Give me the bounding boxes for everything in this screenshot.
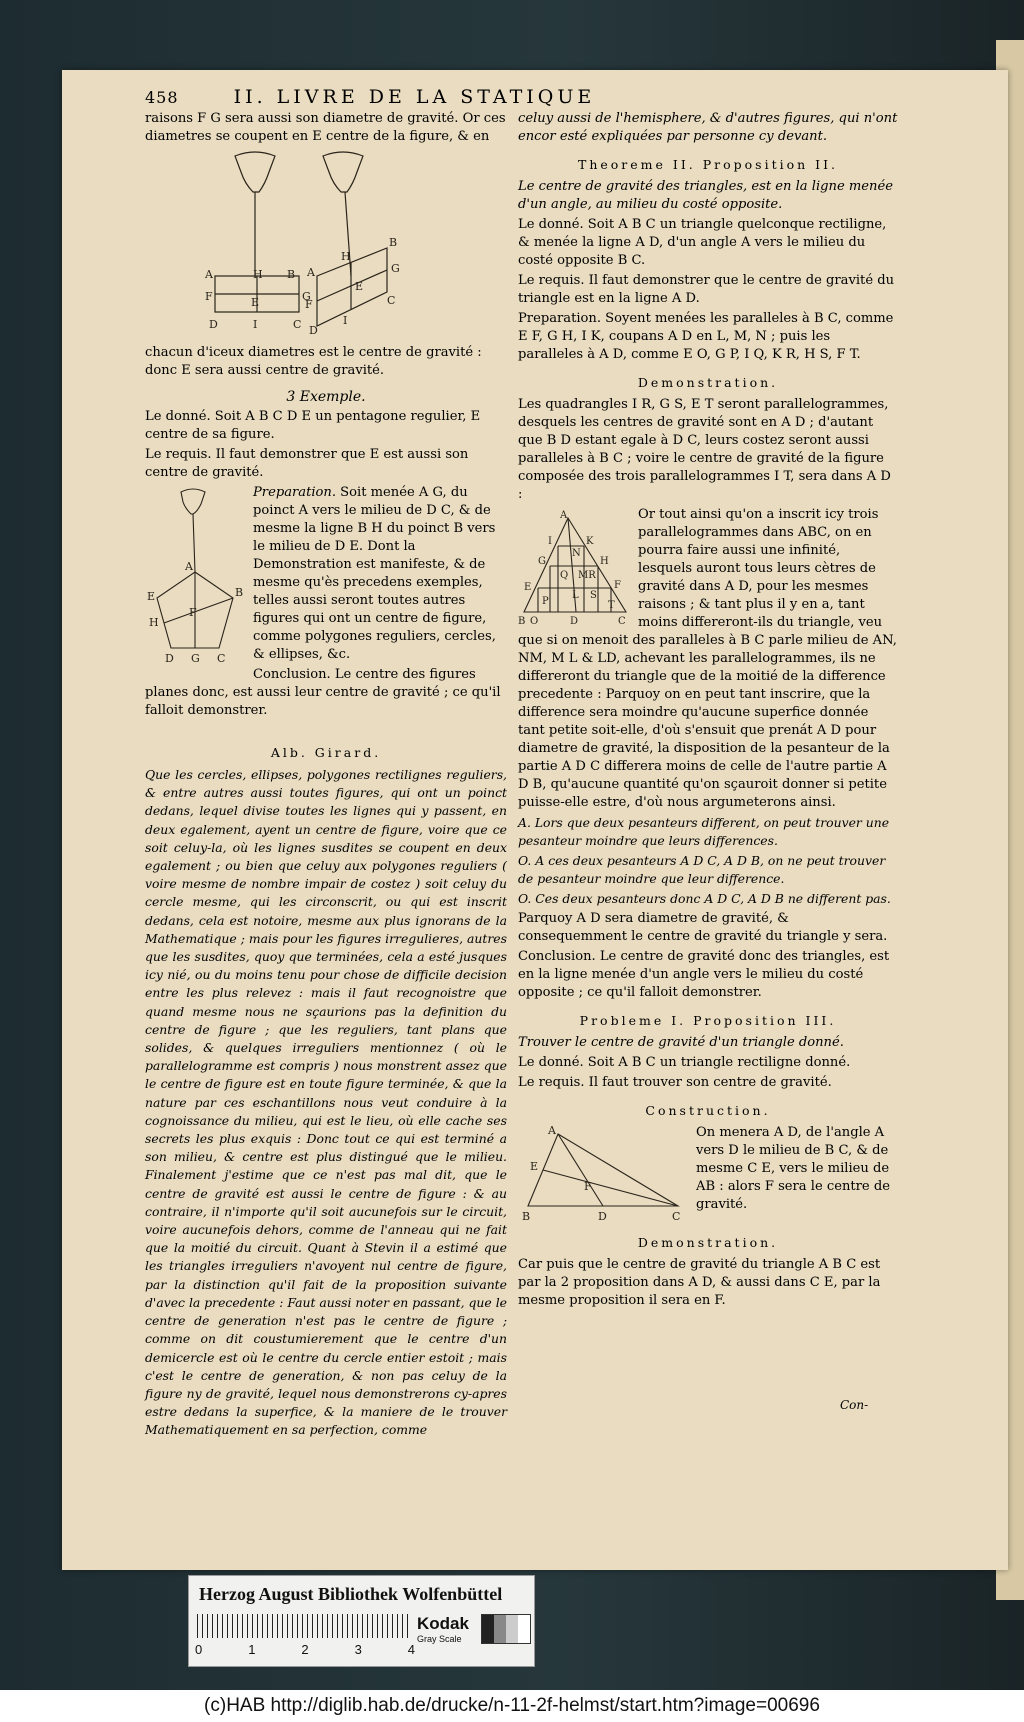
ruler-number: 1 <box>248 1642 256 1657</box>
right-paragraph-0: celuy aussi de l'hemisphere, & d'autres figures, qui n'ont encor esté expliquées par personne cy devant. <box>518 111 898 144</box>
pentagon-label: H <box>149 616 159 629</box>
given-statement: Le donné. Soit A B C un triangle quelconque rectiligne, & menée la ligne A D, d'un angle A vers le milieu du costé opposite B C. <box>518 217 887 268</box>
triangle-label: C <box>618 616 626 627</box>
fig1-label: G <box>302 290 311 303</box>
fig2-label: E <box>355 280 364 293</box>
hanging-parallelograms-figure <box>145 148 507 344</box>
argument-a: A. Lors que deux pesanteurs different, on peut trouver une pesanteur moindre que leurs differences. <box>518 815 890 848</box>
triangle-label: Q <box>560 570 569 581</box>
conclusion-text: Conclusion. Le centre des figures planes donc, est aussi leur centre de gravité ; ce qu'il falloit demonstrer. <box>145 667 501 718</box>
construction-title: Construction. <box>645 1103 771 1118</box>
fig2-label: G <box>391 262 400 275</box>
running-title: II. LIVRE DE LA STATIQUE <box>233 86 596 108</box>
fig2-label: I <box>343 314 348 327</box>
library-name: Herzog August Bibliothek Wolfenbüttel <box>199 1584 503 1604</box>
triangle-label: A <box>560 510 568 521</box>
pentagon-figure <box>145 486 245 674</box>
pentagon-label: D <box>165 652 174 665</box>
preparation-text: Preparation. Soyent menées les paralleles à B C, comme E F, G H, I K, coupans A D en L, M, N ; puis les paralleles à A D, comme E O, G P, I Q, K R, H S, F T. <box>518 311 894 362</box>
required-statement: Le requis. Il faut demonstrer que le centre de gravité du triangle est en la ligne A D. <box>518 273 895 306</box>
triangle-label: G <box>538 556 546 567</box>
fig2-label: F <box>305 298 313 311</box>
gray-patches <box>481 1614 531 1644</box>
triangle-label: E <box>524 582 532 593</box>
inscribed-parallelograms-figure <box>518 508 630 628</box>
triangle-label: B <box>522 1210 531 1222</box>
source-url-footer: (c)HAB http://diglib.hab.de/drucke/n-11-2f-helmst/start.htm?image=00696 <box>0 1690 1024 1722</box>
hand-icon <box>323 152 363 192</box>
pentagon-label: G <box>191 652 200 665</box>
pentagon-label: A <box>185 560 193 573</box>
fig1-label: C <box>293 318 302 331</box>
triangle-label: H <box>600 556 609 567</box>
fig1-label: F <box>205 290 213 303</box>
ruler-number: 2 <box>301 1642 309 1657</box>
running-header <box>145 86 595 108</box>
hand-icon <box>181 489 205 514</box>
triangle-label: E <box>530 1160 539 1173</box>
catchword: Con- <box>840 1398 869 1412</box>
triangle-label: N <box>572 548 581 559</box>
fig1-label: A <box>205 268 213 281</box>
triangle-label: O <box>530 616 539 627</box>
triangle-label: C <box>672 1210 681 1222</box>
alb-girard-title: Alb. Girard. <box>270 745 382 760</box>
triangle-label: B <box>518 616 526 627</box>
demonstration-text-1: Les quadrangles I R, G S, E T seront parallelogrammes, desquels les centres de gravité sont en A D ; d'autant que B D estant egale à D C, leurs costez seront aussi paralleles à B C ; voire le centre de gravité de la figure composée des trois parallelogrammes I T, sera dans A D : <box>518 397 891 502</box>
alb-girard-commentary: Que les cercles, ellipses, polygones rectilignes reguliers, & entre autres aussi toutes figures, qui ont un poinct dedans, lequel divise toutes les lignes qui y passent, en deux egalement, ayent un centre de figure, voire que ce soit celuy-la, où les lignes susdites se coupent en deux egalement ; ou bien que celuy aux polygones reguliers ( voire mesme de nombre impair de costez ) soit celuy du cercle mesme, qui les circonscrit, ou qui est inscrit dedans, cela est notoire, mesme aux plus ignorans de la Mathematique ; mais pour les figures irregulieres, autres que les susdites, quoy que terminées, cela a esté jusques icy nié, ou du moins tenu pour chose de difficile decision entre les plus relevez : mais il faut recognoistre que quand mesme nous ne sçaurions pas la definition du centre de figure ; que les reguliers, tant plans que solides, & quelques irreguliers mentionnez ( où le parallelogramme est compris ) nous monstrent assez que le centre de figure est en toute figure terminée, & que la nature par ces eschantillons nous veut conduire à la cognoissance du milieu, qui est le lieu, où elle cache ses secrets les plus exquis : Donc tout ce qui est terminé a son milieu, & centre est plus distingué que le milieu. Finalement j'estime que ce n'est pas mal dit, que le centre de gravité est aussi le centre de figure : & au contraire, il n'importe qu'il soit aucunefois sur le circuit, voire aucunefois dehors, comme de l'anneau qui ne fait que la moitié du circuit. Quant à Stevin il a estimé que les triangles irreguliers n'avoyent nul centre de figure, par la distinction qu'il fait de la proposition suivante d'avec la precedente : Faut aussi noter en passant, que le centre de generation n'est pas le centre de figure ; comme on dit coustumierement que le centre d'un demicercle est où le centre du cercle entier estoit ; mais c'est le centre de generation, & non pas celuy de la figure ny de gravité, lequel nous demonstrerons cy-apres estre dedans la superfice, & la maniere de le trouver Mathematiquement en sa perfection, comme <box>145 767 507 1438</box>
triangle-label: K <box>586 536 594 547</box>
problem-1-title: Probleme I. Proposition III. <box>579 1013 837 1028</box>
pentagon-label: F <box>189 606 197 619</box>
scan-color-target <box>188 1575 535 1667</box>
demonstration-title: Demonstration. <box>637 375 779 390</box>
construction-text: On menera A D, de l'angle A vers D le milieu de B C, & de mesme C E, vers le milieu de AB : alors F sera le centre de gravité. <box>696 1125 890 1212</box>
left-column <box>145 110 507 1442</box>
pentagon-block <box>145 484 507 722</box>
demonstration-text-3: Car puis que le centre de gravité du triangle A B C est par la 2 proposition dans A D, & aussi dans C E, par la mesme proposition il sera en F. <box>518 1257 881 1308</box>
theorem-2-title: Theoreme II. Proposition II. <box>577 157 838 172</box>
triangle-label: F <box>584 1180 592 1193</box>
kodak-logo <box>417 1614 469 1644</box>
construction-block <box>518 1124 898 1224</box>
fig1-label: D <box>209 318 218 331</box>
preparation-text: Soit menée A G, du poinct A vers le milieu de D C, & de mesme la ligne B H du poinct B vers le milieu de D E. Dont la Demonstration est manifeste, & de mesme qu'ès precedens exemples, telles aussi seront toutes autres figures qui ont un centre de figure, comme polygones reguliers, cercles, & ellipses, &c. <box>253 485 496 662</box>
preparation-label: Preparation. <box>253 485 336 500</box>
left-paragraph-1: raisons F G sera aussi son diametre de gravité. Or ces diametres se coupent en E centre de la figure, & en <box>145 111 506 144</box>
argument-o2: O. Ces deux pesanteurs donc A D C, A D B ne different pas. <box>518 891 891 906</box>
left-paragraph-2: chacun d'iceux diametres est le centre de gravité : donc E sera aussi centre de gravité. <box>145 345 482 378</box>
triangle-label: A <box>548 1126 556 1137</box>
demonstration-title: Demonstration. <box>637 1235 779 1250</box>
fig2-label: D <box>309 324 318 337</box>
parquoy-text: Parquoy A D sera diametre de gravité, & consequemment le centre de gravité du triangle y sera. <box>518 911 888 944</box>
triangle-label: MR <box>578 570 596 581</box>
given-statement: Le donné. Soit A B C D E un pentagone regulier, E centre de sa figure. <box>145 409 481 442</box>
triangle-label: T <box>608 600 615 611</box>
argument-o1: O. A ces deux pesanteurs A D C, A D B, on ne peut trouver de pesanteur moindre que leur difference. <box>518 853 886 886</box>
conclusion-text: Conclusion. Le centre de gravité donc des triangles, est en la ligne menée d'un angle vers le milieu du costé opposite ; ce qu'il falloit demonstrer. <box>518 949 890 1000</box>
fig1-label: I <box>253 318 258 331</box>
page-number: 458 <box>145 88 179 107</box>
fig1-label: H <box>253 268 263 281</box>
gray-scale-label: Gray Scale <box>417 1634 462 1644</box>
right-column <box>518 110 898 1312</box>
triangle-label: L <box>572 590 579 601</box>
ruler-numbers <box>195 1642 415 1657</box>
given-statement: Le donné. Soit A B C un triangle rectiligne donné. <box>518 1055 851 1070</box>
triangle-centroid-figure <box>518 1126 688 1222</box>
ruler-number: 4 <box>407 1642 415 1657</box>
hand-icon <box>235 152 275 192</box>
ruler-scale <box>197 1614 412 1638</box>
fig2-label: H <box>341 250 351 263</box>
ruler-number: 3 <box>354 1642 362 1657</box>
triangle-block <box>518 506 898 812</box>
fig2-label: A <box>307 266 315 279</box>
problem-1-statement: Trouver le centre de gravité d'un triangle donné. <box>518 1035 844 1050</box>
pentagon-label: E <box>147 590 156 603</box>
kodak-brand: Kodak <box>417 1614 469 1633</box>
triangle-label: I <box>548 536 552 547</box>
pentagon-label: B <box>235 586 244 599</box>
required-statement: Le requis. Il faut demonstrer que E est aussi son centre de gravité. <box>145 447 469 480</box>
triangle-label: F <box>614 580 621 591</box>
triangle-label: D <box>598 1210 607 1222</box>
example-3-title: 3 Exemple. <box>286 389 366 405</box>
fig2-label: B <box>389 236 398 249</box>
required-statement: Le requis. Il faut trouver son centre de gravité. <box>518 1075 832 1090</box>
theorem-2-statement: Le centre de gravité des triangles, est en la ligne menée d'un angle, au milieu du costé opposite. <box>518 179 893 212</box>
fig1-label: E <box>251 296 260 309</box>
fig1-label: B <box>287 268 296 281</box>
triangle-label: S <box>590 590 597 601</box>
pentagon-label: C <box>217 652 226 665</box>
fig2-label: C <box>387 294 396 307</box>
triangle-label: P <box>542 596 549 607</box>
demonstration-text-2: Or tout ainsi qu'on a inscrit icy trois parallelogrammes dans ABC, on en pourra faire aussi une infinité, lesquels auront tous leurs cètres de gravité dans A D, pour les mesmes raisons ; & tant plus il y en a, tant moins differeront-ils du triangle, veu que si on menoit des paralleles à B C parle milieu de AN, NM, M L & LD, achevant les parallelogrammes, ils ne differeront du triangle que de la moitié de la difference precedente : Parquoy on en peut tant inscrire, que la difference sera moindre qu'aucune superfice donnée tant petite soit-elle, d'où s'ensuit que prenát A D pour diametre de gravité, la disposition de la pesanteur de la partie A D C differera moins de celle de l'autre partie A D B, qu'aucune quantité qu'on sçauroit donner si petite puisse-elle estre, d'où nous argumeterons ainsi. <box>518 507 897 810</box>
ruler-number: 0 <box>195 1642 203 1657</box>
triangle-label: D <box>570 616 579 627</box>
